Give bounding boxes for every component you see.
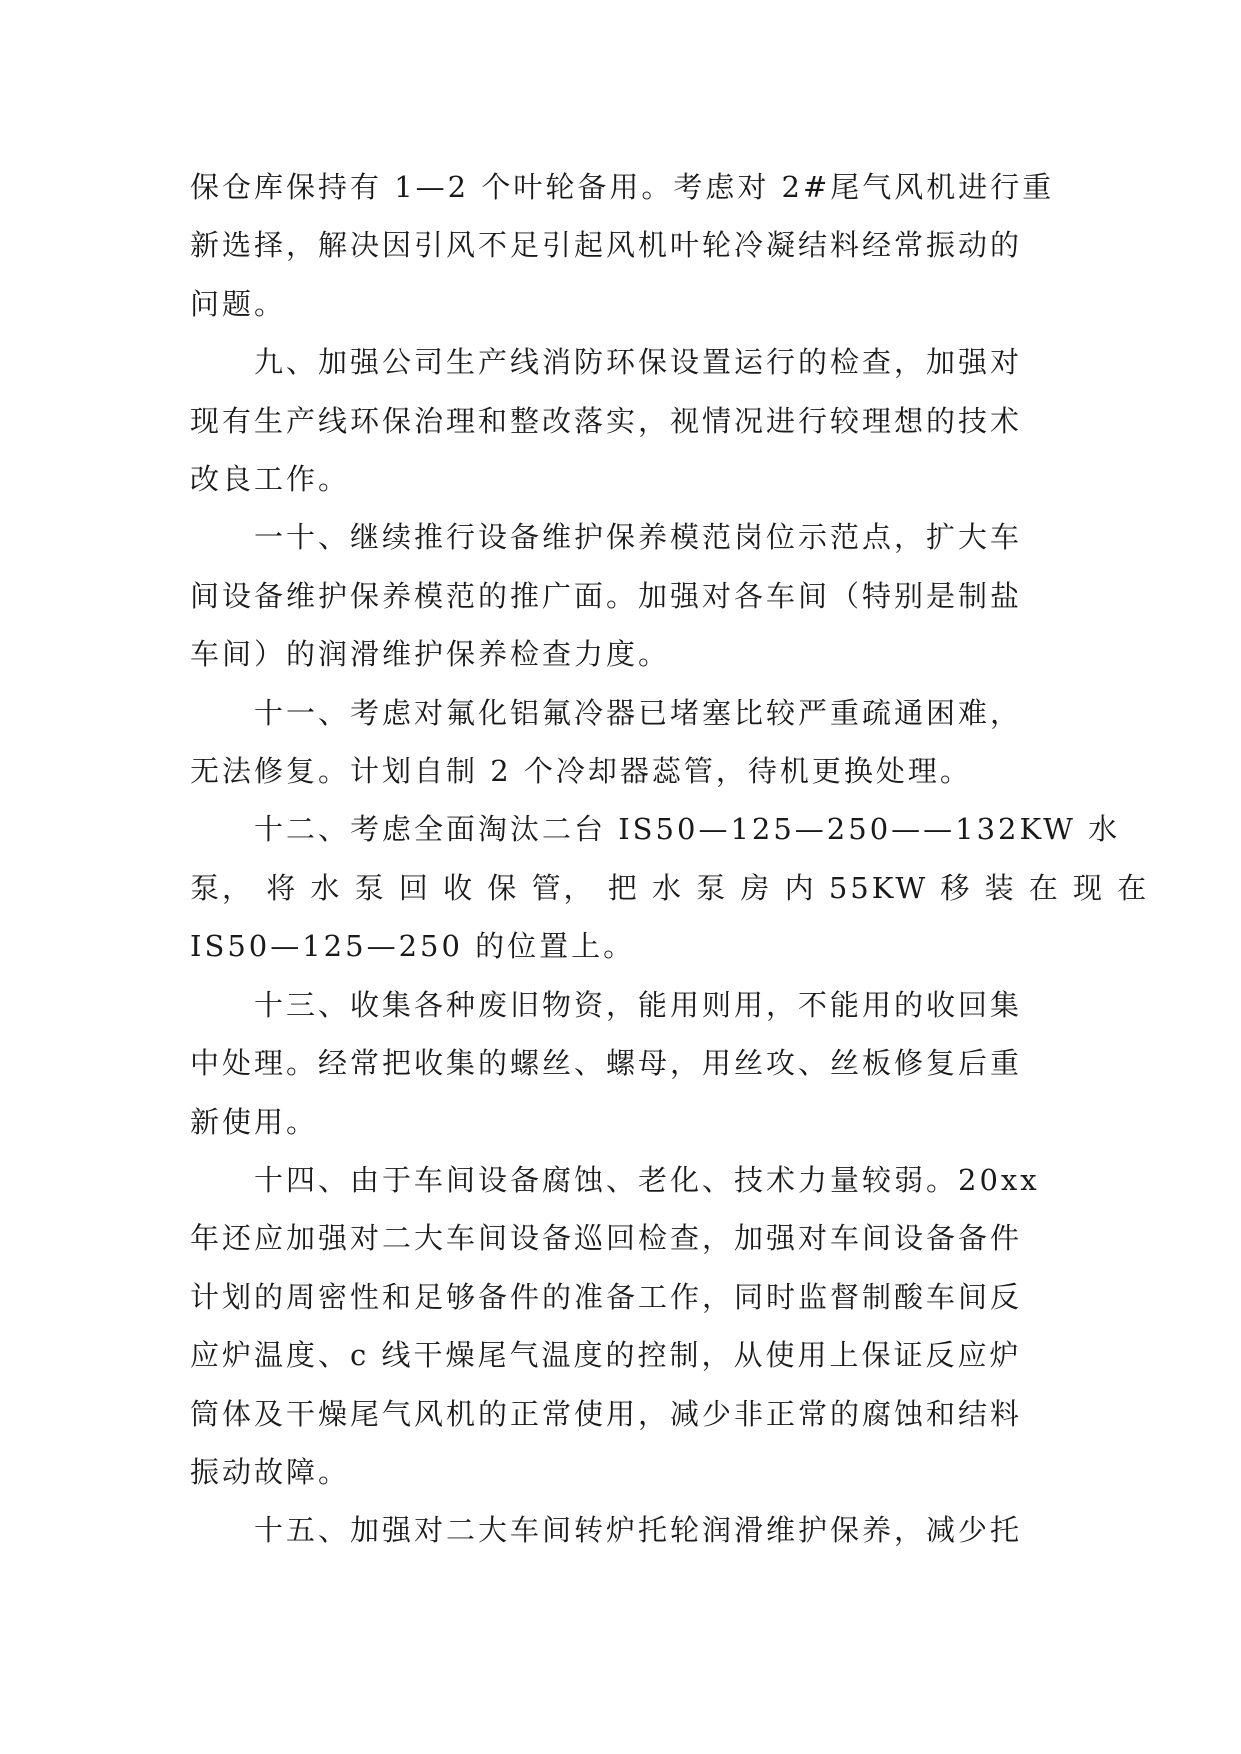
text-line: 十一、考虑对氟化铝氟冷器已堵塞比较严重疏通困难， bbox=[254, 695, 1023, 730]
text-line: 十三、收集各种废旧物资，能用则用，不能用的收回集 bbox=[254, 987, 1023, 1022]
text-line: 计划的周密性和足够备件的准备工作，同时监督制酸车间反 bbox=[190, 1279, 1023, 1314]
text-line: 无法修复。计划自制 2 个冷却器蕊管，待机更换处理。 bbox=[190, 754, 972, 789]
text-line: 车间）的润滑维护保养检查力度。 bbox=[190, 637, 671, 672]
paragraph-item-15 bbox=[190, 1501, 1052, 1559]
text-line: 年还应加强对二大车间设备巡回检查，加强对车间设备备件 bbox=[190, 1221, 1023, 1256]
paragraph-item-9 bbox=[190, 333, 1052, 508]
text-line: 十五、加强对二大车间转炉托轮润滑维护保养，减少托 bbox=[254, 1513, 1023, 1548]
paragraph-continuation bbox=[190, 158, 1055, 333]
text-line: IS50—125—250 的位置上。 bbox=[190, 929, 636, 964]
text-line: 问题。 bbox=[190, 286, 287, 321]
paragraph-item-14 bbox=[190, 1151, 1052, 1501]
document-body bbox=[190, 158, 1150, 1560]
paragraph-item-13 bbox=[190, 976, 1052, 1151]
text-line: 保仓库保持有 1—2 个叶轮备用。考虑对 2#尾气风机进行重 bbox=[190, 170, 1055, 204]
text-line: 十二、考虑全面淘汰二台 IS50—125—250——132KW 水 bbox=[254, 812, 1121, 847]
paragraph-item-12 bbox=[190, 800, 1150, 975]
text-line: 改良工作。 bbox=[190, 462, 351, 497]
text-line: 新选择，解决因引风不足引起风机叶轮冷凝结料经常振动的 bbox=[190, 228, 1023, 263]
text-line: 筒体及干燥尾气风机的正常使用，减少非正常的腐蚀和结料 bbox=[190, 1396, 1023, 1431]
text-line: 九、加强公司生产线消防环保设置运行的检查，加强对 bbox=[254, 345, 1023, 380]
text-line: 中处理。经常把收集的螺丝、螺母，用丝攻、丝板修复后重 bbox=[190, 1046, 1023, 1081]
text-line: 十四、由于车间设备腐蚀、老化、技术力量较弱。20xx bbox=[254, 1162, 1040, 1197]
text-line: 泵， 将 水 泵 回 收 保 管， 把 水 泵 房 内 55KW 移 装 在 现 在 bbox=[190, 870, 1150, 905]
paragraph-item-10 bbox=[190, 508, 1052, 683]
text-line: 应炉温度、c 线干燥尾气温度的控制，从使用上保证反应炉 bbox=[190, 1338, 1022, 1373]
text-line: 间设备维护保养模范的推广面。加强对各车间（特别是制盐 bbox=[190, 578, 1023, 613]
text-line: 新使用。 bbox=[190, 1104, 319, 1139]
text-line: 现有生产线环保治理和整改落实，视情况进行较理想的技术 bbox=[190, 403, 1023, 438]
text-line: 振动故障。 bbox=[190, 1454, 351, 1489]
paragraph-item-11 bbox=[190, 684, 1052, 801]
text-line: 一十、继续推行设备维护保养模范岗位示范点，扩大车 bbox=[254, 520, 1023, 555]
